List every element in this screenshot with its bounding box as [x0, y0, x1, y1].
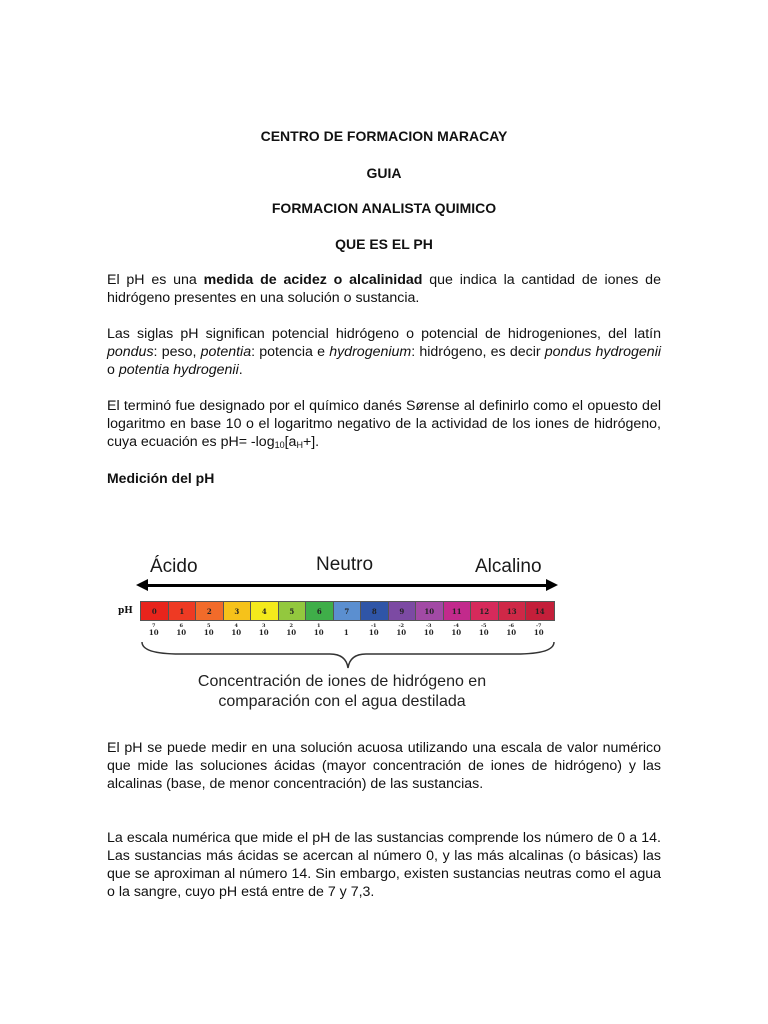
- base-value: 10: [451, 628, 462, 637]
- arrow-left-icon: [136, 579, 148, 591]
- exponent-value: 6: [179, 623, 183, 629]
- paragraph-intro: El pH es una medida de acidez o alcalinidad que indica la cantidad de iones de hidrógeno presentes en una solución o sustancia.: [107, 272, 661, 306]
- base-value: 10: [286, 628, 297, 637]
- base-value: 10: [313, 628, 324, 637]
- concentration-label: [250, 623, 278, 637]
- exponent-value: -3: [425, 623, 432, 629]
- double-arrow-line: [146, 584, 548, 587]
- concentration-label: [443, 623, 471, 637]
- exponent-value: 5: [207, 623, 211, 629]
- exponent-value: 2: [289, 623, 293, 629]
- figure-caption: Concentración de iones de hidrógeno en comparación con el agua destilada: [197, 673, 487, 710]
- exponent-value: 4: [234, 623, 238, 629]
- ph-scale-cell: 12: [471, 602, 499, 620]
- heading-course: FORMACION ANALISTA QUIMICO: [271, 200, 497, 216]
- paragraph-siglas: Las siglas pH significan potencial hidrógeno o potencial de hidrogeniones, del latín pondus: peso, potentia: potencia e hydrogenium: hidrógeno, es decir pondus hydrogenii o potentia hydrogenii.: [107, 326, 661, 378]
- paragraph-definition: El terminó fue designado por el químico danés Sørense al definirlo como el opuesto del logaritmo en base 10 o el logaritmo negativo de la actividad de los iones de hidrógeno, cuya ecuación es $pH= -\log_{10}[a_H+]$.: [107, 398, 661, 450]
- exponent-value: 1: [317, 623, 321, 629]
- base-value: 10: [533, 628, 544, 637]
- base-value: 1: [343, 628, 349, 637]
- concentration-label: [168, 623, 196, 637]
- paragraph-scale: La escala numérica que mide el pH de las sustancias comprende los número de 0 a 14. Las sustancias más ácidas se acercan al número 0, y las más alcalinas (o básicas) las que se aproximan al número 14. Sin embargo, existen sustancias neutras como el agua o la sangre, cuyo pH está entre de 7 y 7,3.: [107, 830, 661, 900]
- exponent-value: -7: [535, 623, 542, 629]
- concentration-label: [415, 623, 443, 637]
- base-value: 10: [506, 628, 517, 637]
- heading-guia: GUIA: [366, 165, 402, 181]
- exponent-value: 3: [262, 623, 266, 629]
- ph-scale-cell: 13: [499, 602, 527, 620]
- section-subheading: Medición del pH: [107, 470, 215, 486]
- exponent-value: -4: [453, 623, 460, 629]
- alkaline-label: Alcalino: [475, 556, 542, 577]
- ph-scale-cell: 9: [389, 602, 417, 620]
- heading-topic: QUE ES EL PH: [335, 236, 433, 252]
- concentration-label: [223, 623, 251, 637]
- exponent-value: 7: [152, 623, 156, 629]
- ph-scale-cell: 11: [444, 602, 472, 620]
- exponent-value: -1: [370, 623, 377, 629]
- base-value: 10: [203, 628, 214, 637]
- concentration-label: [305, 623, 333, 637]
- concentration-exponents: [140, 623, 553, 637]
- base-value: 10: [176, 628, 187, 637]
- ph-scale-cell: 14: [526, 602, 554, 620]
- concentration-label: [525, 623, 553, 637]
- base-value: 10: [231, 628, 242, 637]
- exponent-value: -6: [508, 623, 515, 629]
- curly-brace-icon: [140, 640, 556, 670]
- ph-scale-cell: 8: [361, 602, 389, 620]
- ph-color-scale: [140, 601, 555, 621]
- ph-scale-cell: 2: [196, 602, 224, 620]
- ph-scale-cell: 3: [224, 602, 252, 620]
- ph-tag: pH: [118, 606, 133, 616]
- arrow-right-icon: [546, 579, 558, 591]
- exponent-value: -5: [480, 623, 487, 629]
- concentration-label: [195, 623, 223, 637]
- concentration-label: [470, 623, 498, 637]
- ph-scale-cell: 1: [169, 602, 197, 620]
- neutral-label: Neutro: [316, 554, 374, 575]
- base-value: 10: [478, 628, 489, 637]
- concentration-label: [388, 623, 416, 637]
- paragraph-measurement: El pH se puede medir en una solución acuosa utilizando una escala de valor numérico que mide las soluciones ácidas (mayor concentración de iones de hidrógeno) y las alcalinas (base, de menor concentración) de las sustancias.: [107, 740, 661, 792]
- base-value: 10: [148, 628, 159, 637]
- concentration-label: [333, 623, 361, 637]
- acid-label: Ácido: [150, 556, 198, 577]
- exponent-value: -2: [398, 623, 405, 629]
- ph-scale-cell: 4: [251, 602, 279, 620]
- heading-center: CENTRO DE FORMACION MARACAY: [260, 128, 508, 144]
- concentration-label: [360, 623, 388, 637]
- ph-scale-cell: 7: [334, 602, 362, 620]
- ph-scale-cell: 6: [306, 602, 334, 620]
- ph-scale-cell: 10: [416, 602, 444, 620]
- ph-scale-cell: 0: [141, 602, 169, 620]
- ph-scale-cell: 5: [279, 602, 307, 620]
- ph-scale-figure: [118, 548, 564, 720]
- concentration-label: [498, 623, 526, 637]
- base-value: 10: [258, 628, 269, 637]
- base-value: 10: [368, 628, 379, 637]
- base-value: 10: [396, 628, 407, 637]
- base-value: 10: [423, 628, 434, 637]
- concentration-label: [278, 623, 306, 637]
- concentration-label: [140, 623, 168, 637]
